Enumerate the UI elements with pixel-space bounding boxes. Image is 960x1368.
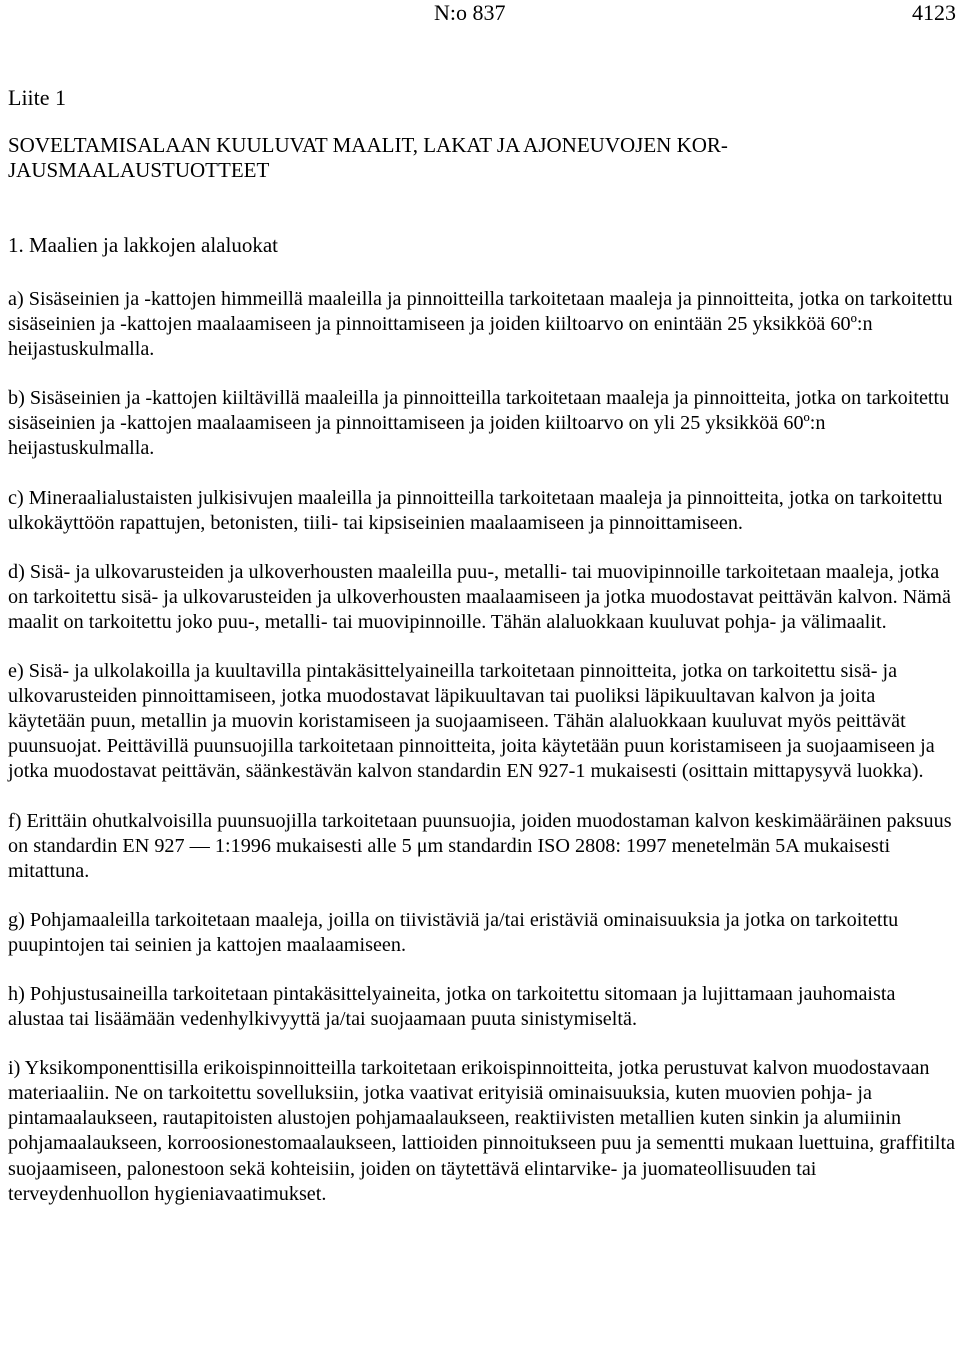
page-header: [8, 0, 956, 26]
page-number: 4123: [912, 0, 956, 25]
subcategory-a: a) Sisäseinien ja -kattojen himmeillä maaleilla ja pinnoitteilla tarkoitetaan maaleja ja pinnoitteita, jotka on tarkoitettu sisäseinien ja -kattojen maalaamiseen ja pinnoittamiseen ja joiden kiiltoarvo on enintään 25 yksikköä 60º:n heijastuskulmalla.: [8, 288, 953, 361]
subcategory-d: d) Sisä- ja ulkovarusteiden ja ulkoverhousten maaleilla puu-, metalli- tai muovipinnoille tarkoitetaan maaleja, jotka on tarkoitettu sisä- ja ulkovarusteiden ja ulkoverhousten maalaamiseen ja jotka muodostavat peittävän kalvon. Nämä maalit on tarkoitettu joko puu-, metalli- tai muovipinnoille. Tähän alaluokkaan kuuluvat pohja- ja välimaalit.: [8, 560, 951, 633]
subcategory-g: g) Pohjamaaleilla tarkoitetaan maaleja, joilla on tiivistäviä ja/tai eristäviä ominaisuuksia ja jotka on tarkoitettu puupintojen tai seinien ja kattojen maalaamiseen.: [8, 908, 899, 956]
document-title: SOVELTAMISALAAN KUULUVAT MAALIT, LAKAT JA AJONEUVOJEN KOR-JAUSMAALAUSTUOTTEET: [8, 133, 728, 182]
subcategory-list: [8, 287, 956, 1231]
subcategory-c: c) Mineraalialustaisten julkisivujen maaleilla ja pinnoitteilla tarkoitetaan maaleja ja pinnoitteita, jotka on tarkoitettu ulkokäyttöön rapattujen, betonisten, tiili- tai kipsiseinien maalaamiseen ja pinnoittamiseen.: [8, 486, 943, 534]
subcategory-b: b) Sisäseinien ja -kattojen kiiltävillä maaleilla ja pinnoitteilla tarkoitetaan maaleja ja pinnoitteita, jotka on tarkoitettu sisäseinien ja -kattojen maalaamiseen ja pinnoittamiseen ja joiden kiiltoarvo on yli 25 yksikköä 60º:n heijastuskulmalla.: [8, 387, 950, 460]
subcategory-i: i) Yksikomponenttisilla erikoispinnoitteilla tarkoitetaan erikoispinnoitteita, jotka perustuvat kalvon muodostavaan materiaaliin. Ne on tarkoitettu sovelluksiin, jotka vaativat erityisiä ominaisuuksia, kuten muovien pohja- ja pintamaalaukseen, rautapitoisten alustojen pohjamaalaukseen, reaktiivisten metallien kuten sinkin ja alumiinin pohjamaalaukseen, korroosionestomaalaukseen, lattioiden pinnoitukseen puu ja sementti mukaan luettuina, graffitilta suojaamiseen, palonestoon sekä kohteisiin, joiden on täytettävä elintarvike- ja juomateollisuuden tai terveydenhuollon hygieniavaatimukset.: [8, 1057, 956, 1205]
section-heading: 1. Maalien ja lakkojen alaluokat: [8, 233, 278, 257]
subcategory-f: f) Erittäin ohutkalvoisilla puunsuojilla tarkoitetaan puunsuojia, joiden muodostaman kalvon keskimääräinen paksuus on standardin EN 927 — 1:1996 mukaisesti alle 5 μm standardin ISO 2808: 1997 menetelmän 5A mukaisesti mitattuna.: [8, 809, 952, 882]
subcategory-e: e) Sisä- ja ulkolakoilla ja kuultavilla pintakäsittelyaineilla tarkoitetaan pinnoitteita, jotka on tarkoitettu sisä- ja ulkovarusteiden pinnoittamiseen, jotka muodostavat läpikuultavan tai puoliksi läpikuultavan kalvon ja joita käytetään puun, metallin ja muovin koristamiseen ja suojaamiseen. Tähän alaluokkaan kuuluvat myös peittävät puunsuojat. Peittävillä puunsuojilla tarkoitetaan pinnoitteita, joita käytetään puun koristamiseen ja suojaamiseen ja jotka muodostavat peittävän, säänkestävän kalvon standardin EN 927-1 mukaisesti (osittain mittapysyvä luokka).: [8, 660, 935, 783]
publication-number: N:o 837: [434, 0, 506, 25]
annex-label: Liite 1: [8, 85, 67, 110]
subcategory-h: h) Pohjustusaineilla tarkoitetaan pintakäsittelyaineita, jotka on tarkoitettu sitomaan ja lujittamaan jauhomaista alustaa tai lisäämään vedenhylkivyyttä ja/tai suojaamaan puuta sinistymiseltä.: [8, 982, 896, 1031]
